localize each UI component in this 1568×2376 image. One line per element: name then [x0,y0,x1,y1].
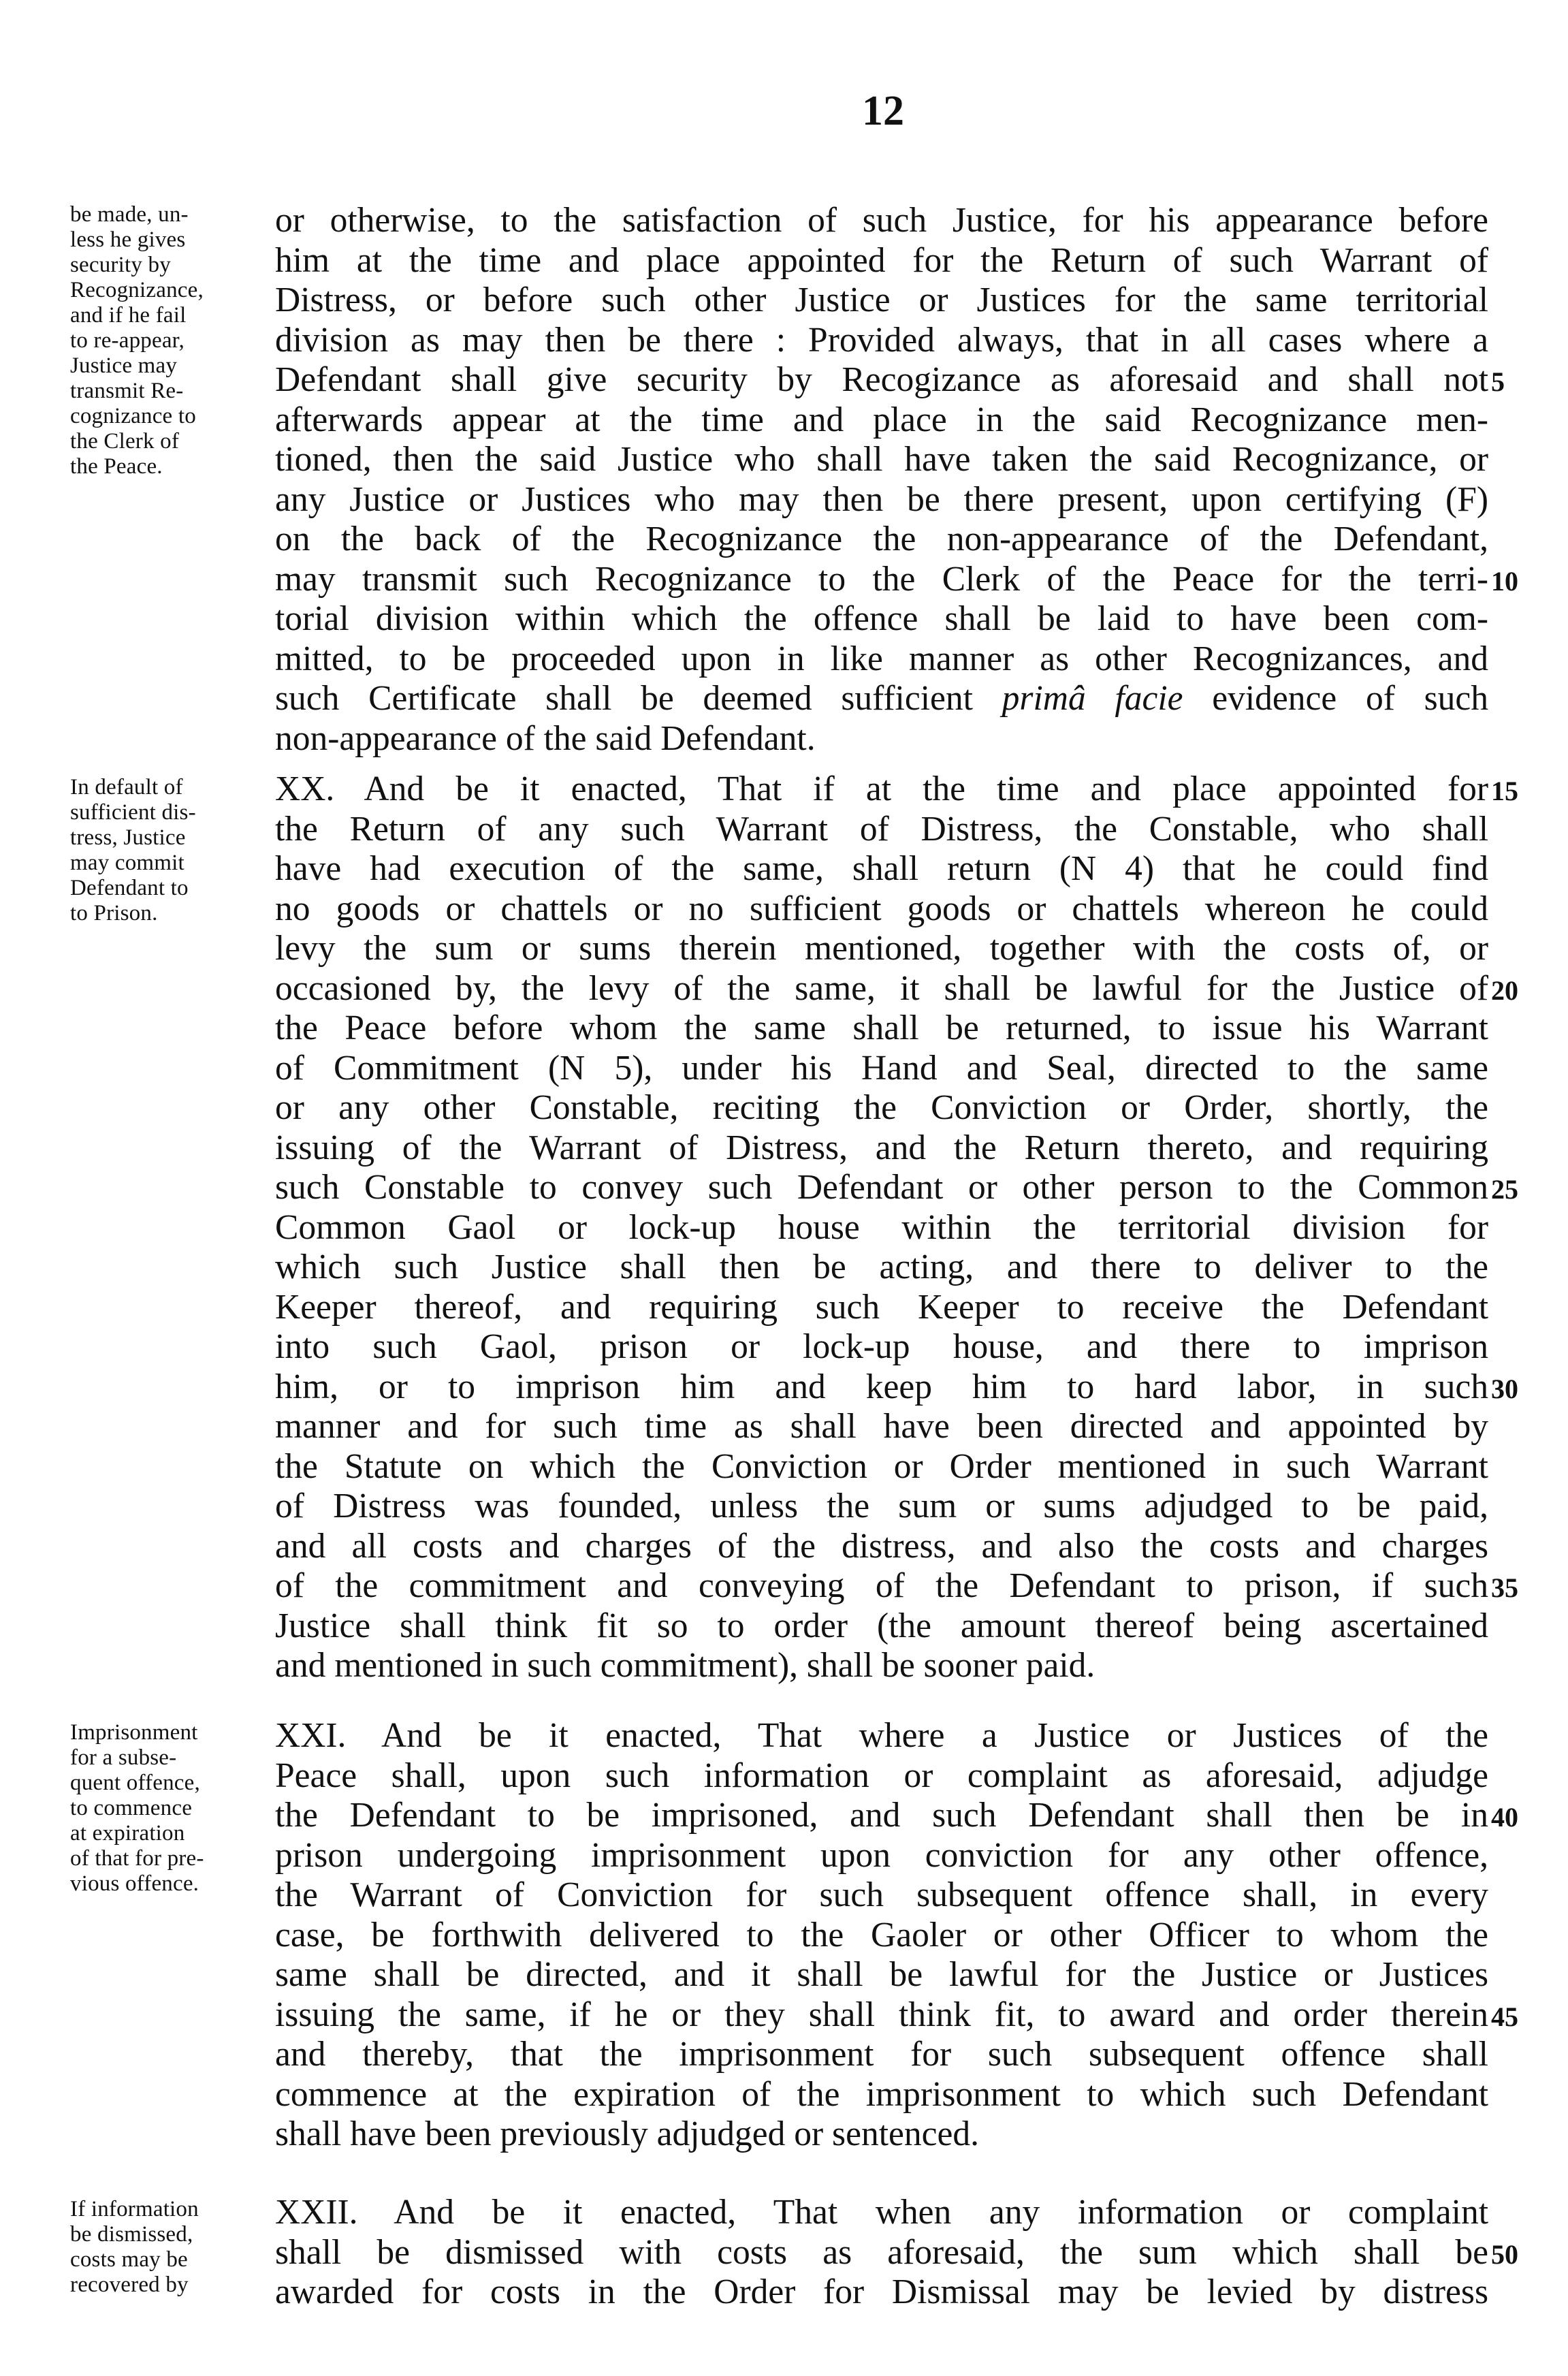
text-line: prison undergoing imprisonment upon conviction for any other offence, [275,1835,1488,1875]
marginal-line: security by [70,253,171,277]
text-line: may transmit such Recognizance to the Clerk of the Peace for the terri- [275,559,1488,599]
text-line: which such Justice shall then be acting, and there to deliver to the [275,1248,1488,1286]
text-line: Common Gaol or lock-up house within the territorial division for [275,1207,1488,1247]
marginal-line: costs may be [70,2247,188,2272]
text-line: and mentioned in such commitment), shall be sooner paid. [275,1646,1095,1685]
marginal-line: Imprisonment [70,1720,198,1745]
marginal-line: the Peace. [70,454,163,479]
line-number: 45 [1491,2001,1518,2032]
text-line: division as may then be there : Provided always, that in all cases where a [275,320,1488,360]
text-line: the Warrant of Conviction for such subsequent offence shall, in every [275,1875,1488,1914]
text-line: and thereby, that the imprisonment for such subsequent offence shall [275,2035,1488,2074]
text-line: shall be dismissed with costs as aforesaid, the sum which shall be [275,2232,1488,2272]
text-line: or otherwise, to the satisfaction of such Justice, for his appearance before [275,201,1488,240]
marginal-line: Justice may [70,353,178,378]
text-line: afterwards appear at the time and place in the said Recognizance men- [275,400,1488,439]
text-line: shall have been previously adjudged or sentenced. [275,2114,979,2153]
marginal-line: cognizance to [70,404,196,428]
text-line: tioned, then the said Justice who shall have taken the said Recognizance, or [275,440,1488,479]
line-number: 15 [1491,776,1518,806]
marginal-line: may commit [70,851,185,875]
marginal-line: at expiration [70,1821,185,1846]
body-text [275,770,1488,1686]
text-line: of the commitment and conveying of the Defendant to prison, if such [275,1566,1488,1605]
marginal-line: be dismissed, [70,2222,193,2247]
text-line: Defendant shall give security by Recogizance as aforesaid and shall not [275,360,1488,399]
marginal-line: be made, un- [70,202,189,227]
line-number: 20 [1491,975,1518,1006]
text-line: issuing of the Warrant of Distress, and the Return thereto, and requiring [275,1128,1488,1167]
marginal-line: to Prison. [70,901,158,925]
text-line: any Justice or Justices who may then be there present, upon certifying (F) [275,479,1488,519]
marginal-line: to commence [70,1796,193,1820]
text-line: and all costs and charges of the distress, and also the costs and charges [275,1526,1488,1566]
text-line: such Constable to convey such Defendant or other person to the Common [275,1168,1488,1207]
line-number: 10 [1491,565,1518,597]
marginal-line: less he gives [70,227,186,252]
text-line: occasioned by, the levy of the same, it shall be lawful for the Justice of [275,968,1488,1008]
marginal-line: vious offence. [70,1871,199,1896]
text-line: such Certificate shall be deemed sufficient primâ facie evidence of such [275,679,1488,718]
text-line: case, be forthwith delivered to the Gaoler or other Officer to whom the [275,1915,1488,1954]
marginal-line: In default of [70,775,183,799]
text-line: into such Gaol, prison or lock-up house, and there to imprison [275,1327,1488,1366]
body-text [275,2193,1488,2313]
marginal-line: quent offence, [70,1771,200,1795]
text-line: the Defendant to be imprisoned, and such Defendant shall then be in [275,1796,1488,1835]
marginal-line: Recognizance, [70,278,204,302]
text-line: of Distress was founded, unless the sum or sums adjudged to be paid, [275,1487,1488,1525]
marginal-line: for a subse- [70,1745,177,1770]
text-line: non-appearance of the said Defendant. [275,718,816,758]
line-number: 40 [1491,1802,1518,1833]
marginal-line: to re-appear, [70,328,185,353]
marginal-note [70,1720,274,1897]
text-line: the Peace before whom the same shall be returned, to issue his Warrant [275,1009,1488,1047]
body-text [275,1716,1488,2155]
marginal-line: tress, Justice [70,825,186,850]
line-number: 50 [1491,2238,1518,2270]
text-line: him at the time and place appointed for the Return of such Warrant of [275,240,1488,280]
text-line: him, or to imprison him and keep him to hard labor, in such [275,1367,1488,1406]
text-line: or any other Constable, reciting the Conviction or Order, shortly, the [275,1088,1488,1127]
line-number: 30 [1491,1373,1518,1404]
text-line: same shall be directed, and it shall be lawful for the Justice or Justices [275,1955,1488,1994]
line-number: 5 [1491,366,1505,397]
line-number: 35 [1491,1572,1518,1603]
text-line: levy the sum or sums therein mentioned, together with the costs of, or [275,929,1488,968]
text-line: manner and for such time as shall have been directed and appointed by [275,1407,1488,1446]
text-line: of Commitment (N 5), under his Hand and Seal, directed to the same [275,1048,1488,1088]
marginal-note [70,2197,274,2298]
text-line: issuing the same, if he or they shall think fit, to award and order therein [275,1995,1488,2034]
marginal-line: Defendant to [70,876,189,900]
marginal-line: of that for pre- [70,1846,204,1871]
marginal-line: recovered by [70,2272,189,2297]
body-text [275,201,1488,759]
marginal-line: and if he fail [70,303,187,328]
marginal-line: transmit Re- [70,379,184,403]
text-line: Justice shall think fit so to order (the amount thereof being ascertained [275,1606,1488,1645]
text-line: XX. And be it enacted, That if at the time and place appointed for [275,770,1488,808]
text-line: the Return of any such Warrant of Distress, the Constable, who shall [275,809,1488,849]
text-line: mitted, to be proceeded upon in like manner as other Recognizances, and [275,639,1488,678]
marginal-line: sufficient dis- [70,800,196,825]
marginal-note [70,202,274,479]
text-line: no goods or chattels or no sufficient goods or chattels whereon he could [275,889,1488,928]
text-line: Keeper thereof, and requiring such Keeper to receive the Defendant [275,1287,1488,1327]
text-line: Distress, or before such other Justice or Justices for the same territorial [275,281,1488,319]
text-line: torial division within which the offence shall be laid to have been com- [275,599,1488,638]
page-number: 12 [862,88,904,134]
text-line: Peace shall, upon such information or complaint as aforesaid, adjudge [275,1756,1488,1795]
marginal-line: If information [70,2197,199,2221]
latin-phrase: primâ facie [1002,679,1183,718]
text-line: on the back of the Recognizance the non-appearance of the Defendant, [275,520,1488,558]
marginal-note [70,775,274,926]
text-line: awarded for costs in the Order for Dismissal may be levied by distress [275,2272,1488,2311]
text-line: XXII. And be it enacted, That when any information or complaint [275,2193,1488,2232]
line-number: 25 [1491,1174,1518,1205]
text-line: the Statute on which the Conviction or Order mentioned in such Warrant [275,1446,1488,1486]
marginal-line: the Clerk of [70,429,180,454]
text-line: commence at the expiration of the imprisonment to which such Defendant [275,2074,1488,2114]
text-line: have had execution of the same, shall return (N 4) that he could find [275,849,1488,888]
text-line: XXI. And be it enacted, That where a Justice or Justices of the [275,1716,1488,1755]
